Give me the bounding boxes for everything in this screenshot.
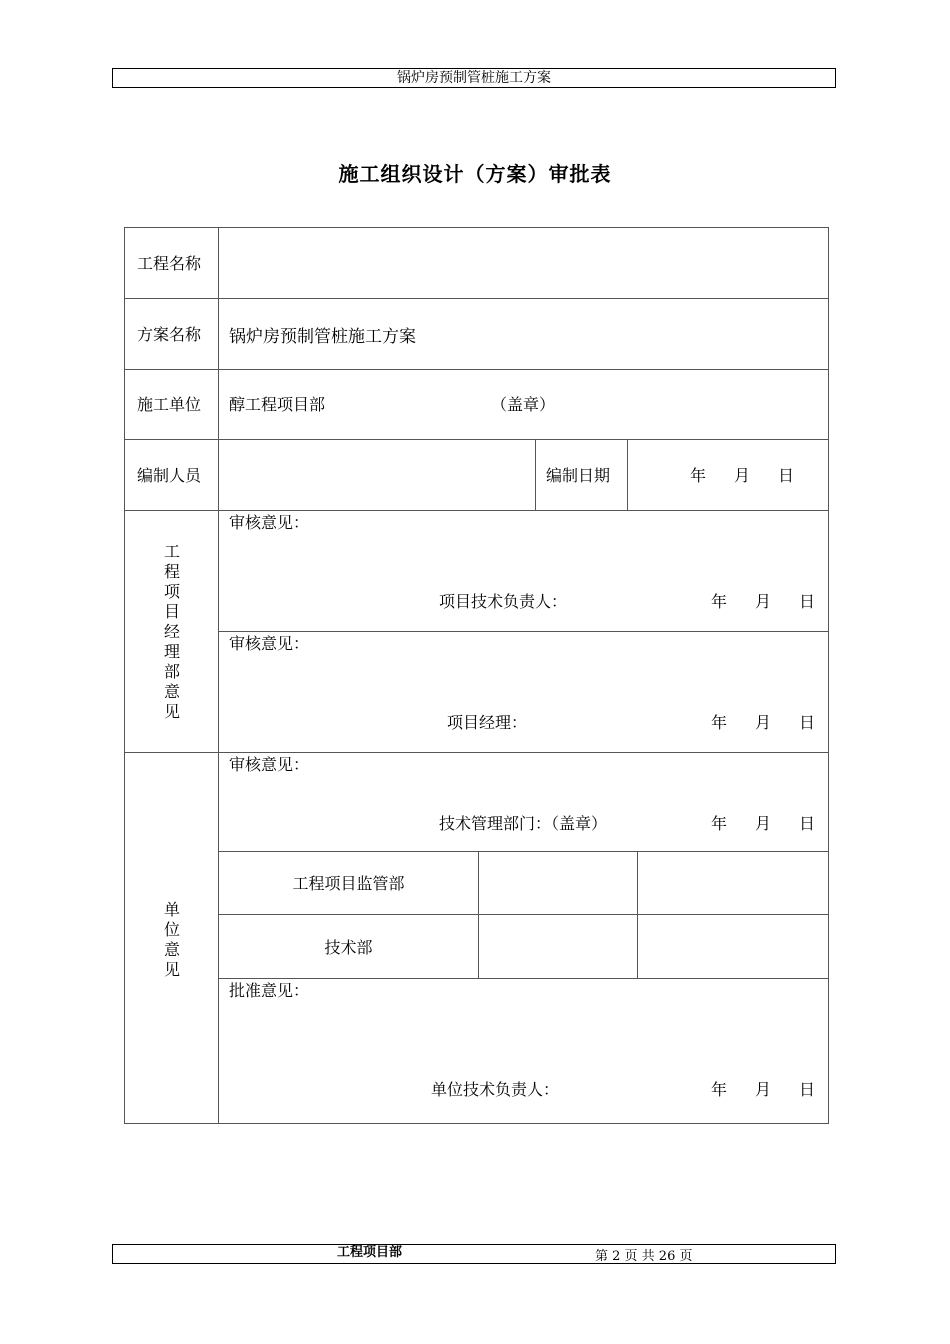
- contractor-label: 施工单位: [137, 395, 202, 414]
- page-footer: [112, 1244, 836, 1264]
- approval-table: [124, 227, 829, 1124]
- row-divider: [219, 631, 829, 632]
- tech-dept-label: 技术部: [324, 938, 373, 957]
- contractor-value[interactable]: 醇工程项目部: [229, 395, 326, 414]
- row-divider: [219, 978, 829, 979]
- row-divider: [125, 752, 829, 753]
- row-divider: [125, 298, 829, 299]
- review-opinion-label: 审核意见：: [229, 634, 310, 653]
- row-divider: [219, 851, 829, 852]
- footer-page-info: 第 2 页 共 26 页: [595, 1249, 693, 1264]
- compile-date-label: 编制日期: [546, 466, 611, 485]
- document-title: 施工组织设计（方案）审批表: [338, 162, 612, 186]
- column-divider: [637, 851, 638, 978]
- date-day: 日: [799, 592, 816, 611]
- footer-dept: 工程项目部: [337, 1245, 403, 1260]
- review-opinion-label: 审核意见：: [229, 755, 310, 774]
- vertical-char: 程: [163, 562, 180, 581]
- pm-label: 项目经理：: [447, 713, 528, 732]
- vertical-char: 工: [163, 542, 180, 561]
- compiler-label: 编制人员: [137, 466, 202, 485]
- date-month: 月: [734, 466, 751, 485]
- date-year: 年: [690, 466, 707, 485]
- page-header: [112, 68, 836, 88]
- vertical-char: 项: [163, 582, 180, 601]
- project-name-label: 工程名称: [137, 254, 202, 273]
- plan-name-value[interactable]: 锅炉房预制管桩施工方案: [229, 327, 416, 347]
- vertical-char: 位: [163, 920, 180, 939]
- review-opinion-label: 审核意见：: [229, 513, 310, 532]
- vertical-char: 理: [163, 642, 180, 661]
- row-divider: [219, 914, 829, 915]
- date-year: 年: [711, 713, 728, 732]
- date-day: 日: [799, 814, 816, 833]
- vertical-char: 见: [163, 960, 180, 979]
- vertical-char: 单: [163, 900, 180, 919]
- vertical-char: 意: [163, 682, 180, 701]
- date-day: 日: [778, 466, 795, 485]
- date-month: 月: [755, 1080, 772, 1099]
- unit-section-label: [162, 900, 182, 980]
- vertical-char: 目: [163, 602, 180, 621]
- seal-note: （盖章）: [491, 395, 556, 414]
- date-day: 日: [799, 713, 816, 732]
- row-divider: [125, 369, 829, 370]
- vertical-char: 见: [163, 702, 180, 721]
- dept-section-label: [162, 542, 182, 722]
- column-divider: [627, 439, 628, 510]
- date-month: 月: [755, 592, 772, 611]
- date-year: 年: [711, 1080, 728, 1099]
- date-month: 月: [755, 814, 772, 833]
- tech-lead-label: 项目技术负责人：: [439, 592, 568, 611]
- row-divider: [125, 510, 829, 511]
- unit-tech-lead-label: 单位技术负责人：: [431, 1080, 560, 1099]
- column-divider: [535, 439, 536, 510]
- plan-name-label: 方案名称: [137, 325, 202, 344]
- project-name-value[interactable]: [229, 254, 809, 274]
- supervision-dept-label: 工程项目监管部: [292, 874, 405, 893]
- column-divider: [478, 851, 479, 978]
- date-year: 年: [711, 592, 728, 611]
- vertical-char: 意: [163, 940, 180, 959]
- tech-mgmt-label: 技术管理部门：（盖章）: [439, 814, 608, 833]
- column-divider: [218, 228, 219, 1124]
- vertical-char: 经: [163, 622, 180, 641]
- approval-opinion-label: 批准意见：: [229, 981, 310, 1000]
- date-year: 年: [711, 814, 728, 833]
- date-day: 日: [799, 1080, 816, 1099]
- row-divider: [125, 439, 829, 440]
- vertical-char: 部: [163, 662, 180, 681]
- header-title: 锅炉房预制管桩施工方案: [397, 70, 551, 86]
- date-month: 月: [755, 713, 772, 732]
